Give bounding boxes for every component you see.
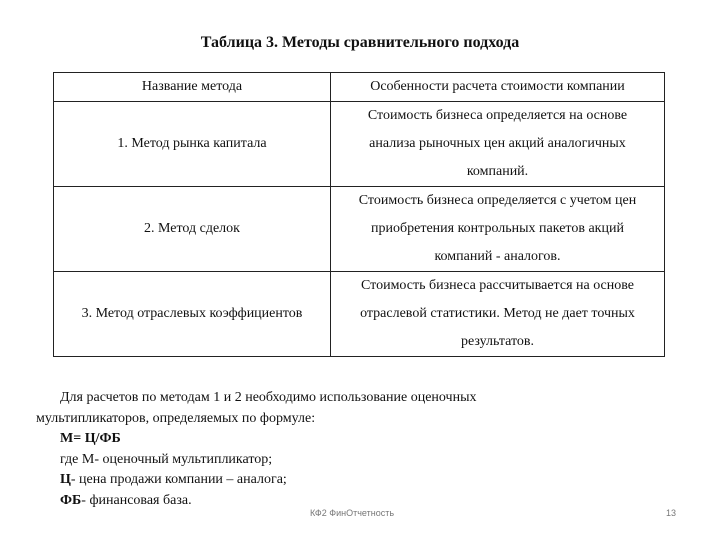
formula: [0, 429, 477, 450]
paragraph-line: мультипликаторов, определяемых по формуле:: [36, 410, 316, 426]
definition-c: [0, 470, 477, 491]
features-line: компаний.: [466, 164, 529, 179]
table-row: [54, 272, 665, 357]
table-header-row: [54, 73, 665, 102]
formula-text: М= Ц/ФБ: [60, 431, 121, 446]
method-features: [331, 272, 665, 357]
features-line: анализа рыночных цен акций аналогичных: [369, 136, 626, 151]
features-line: компаний - аналогов.: [434, 249, 561, 264]
slide-footer: КФ2 ФинОтчетность: [310, 508, 395, 518]
page-title: Таблица 3. Методы сравнительного подхода: [200, 34, 520, 51]
methods-table: [53, 72, 665, 357]
features-line: результатов.: [460, 334, 535, 349]
features-line: приобретения контрольных пакетов акций: [371, 221, 624, 236]
paragraph-line: Для расчетов по методам 1 и 2 необходимо использование оценочных: [60, 390, 477, 405]
table-row: [54, 187, 665, 272]
definition-fb: [0, 491, 477, 512]
features-line: Стоимость бизнеса определяется с учетом цен: [358, 193, 637, 208]
method-features: [331, 102, 665, 187]
method-name: 3. Метод отраслевых коэффициентов: [54, 272, 331, 357]
table-row: [54, 102, 665, 187]
header-method: Название метода: [54, 73, 331, 102]
features-line: Стоимость бизнеса определяется на основе: [367, 108, 628, 123]
features-line: отраслевой статистики. Метод не дает точных: [360, 306, 635, 321]
def-fb: - финансовая база.: [81, 492, 192, 508]
method-features: [331, 187, 665, 272]
def-c: - цена продажи компании – аналога;: [70, 472, 287, 487]
term-c: Ц: [60, 472, 71, 487]
method-name: 2. Метод сделок: [54, 187, 331, 272]
page-number: 13: [666, 508, 677, 518]
header-features: Особенности расчета стоимости компании: [331, 73, 665, 102]
features-line: Стоимость бизнеса рассчитывается на основе: [360, 278, 635, 293]
term-fb: ФБ: [60, 492, 82, 508]
method-name: 1. Метод рынка капитала: [54, 102, 331, 187]
body-text: [0, 388, 477, 511]
definition-m: где М- оценочный мультипликатор;: [60, 451, 273, 467]
